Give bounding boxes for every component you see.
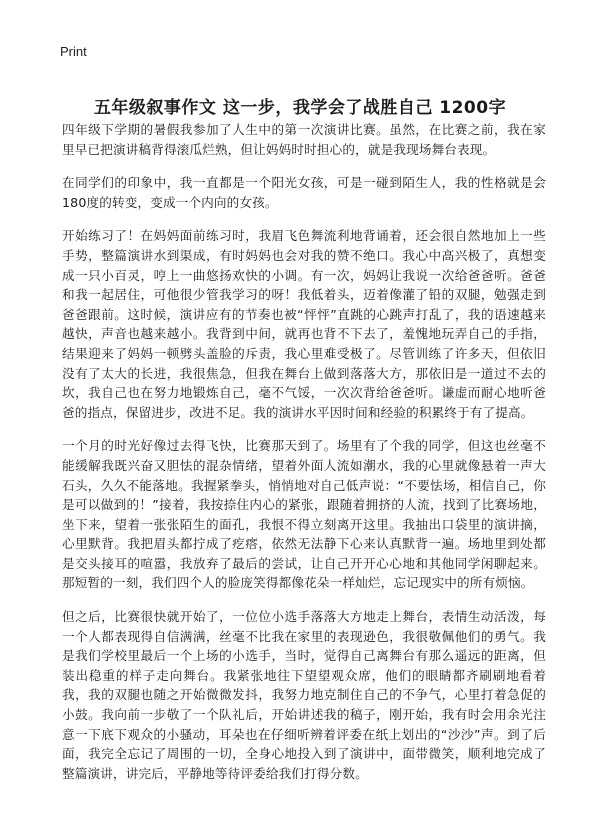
- paragraph-1: 四年级下学期的暑假我参加了人生中的第一次演讲比赛。虽然，在比赛之前，我在家里早已把演讲稿背得滚瓜烂熟，但让妈妈时时担心的，就是我现场舞台表现。: [62, 122, 546, 157]
- paragraph-5: 但之后，比赛很快就开始了，一位位小选手落落大方地走上舞台，表情生动活泼，每一个人都表现得自信满满，丝毫不比我在家里的表现逊色，我很敬佩他们的勇气。我是我们学校里最后一个上场的小选手，当时，觉得自己离舞台有那么遥远的距离，但装出稳重的样子走向舞台。我紧张地往下望望观众席，他们的眼睛都齐刷刷地看着我，我的双腿也随之开始微微发抖，我努力地克制住自己的不争气，心里打着急促的小鼓。我向前一步敬了一个队礼后，开始讲述我的稿子，刚开始，我有时会用余光注意一下底下观众的小骚动，耳朵也在仔细听辨着评委在纸上划出的“沙沙”声。到了后面，我完全忘记了周围的一切，全身心地投入到了演讲中，面带微笑，顺利地完成了整篇演讲，讲完后，平静地等待评委给我们打得分数。: [62, 609, 546, 781]
- paragraph-3: 开始练习了！在妈妈面前练习时，我眉飞色舞流利地背诵着，还会很自然地加上一些手势，整篇演讲水到渠成，有时妈妈也会对我的赞不绝口。我心中高兴极了，真想变成一只小百灵，哼上一曲悠扬欢快的小调。有一次，妈妈让我说一次给爸爸听。爸爸和我一起居住，可他很少管我学习的呀！我低着头，迈着像灌了铅的双腿，勉强走到爸爸跟前。这时候，演讲应有的节奏也被“怦怦”直跳的心跳声打乱了，我的语速越来越快，声音也越来越小。我背到中间，就再也背不下去了，羞愧地玩弄自己的手指，结果迎来了妈妈一顿劈头盖脸的斥责，我心里难受极了。尽管训练了许多天，但依旧没有了太大的长进，我很焦急，但我在舞台上做到落落大方，那依旧是一道过不去的坎，我自己也在努力地锻炼自己，毫不气馁，一次次背给爸爸听。谦虚而耐心地听爸爸的指点，保留进步，改进不足。我的演讲水平因时间和经验的积累终于有了提高。: [62, 228, 546, 420]
- article-title: 五年级叙事作文 这一步，我学会了战胜自己 1200字: [93, 98, 507, 119]
- print-link[interactable]: Print: [60, 44, 87, 59]
- article-body: [62, 120, 546, 797]
- paragraph-4: 一个月的时光好像过去得飞快，比赛那天到了。场里有了个我的同学，但这也丝毫不能缓解我既兴奋又胆怯的混杂情绪，望着外面人流如潮水，我的心里就像悬着一声大石头，久久不能落地。我握紧拳头，悄悄地对自己低声说：“不要怯场，相信自己，你是可以做到的！”接着，我按捺住内心的紧张，跟随着拥挤的人流，找到了比赛场地，坐下来，望着一张张陌生的面孔，我恨不得立刻离开这里。我抽出口袋里的演讲摘，心里默背。我把眉头都拧成了疙瘩，依然无法静下心来认真默背一遍。场地里到处都是交头接耳的喧嚣，我放弃了最后的尝试，让自己开开心心地和其他同学闲聊起来。那短暂的一刻，我们四个人的脸庞笑得都像花朵一样灿烂，忘记现实中的所有烦恼。: [62, 438, 546, 591]
- paragraph-2: 在同学们的印象中，我一直都是一个阳光女孩，可是一碰到陌生人，我的性格就是会180度的转变，变成一个内向的女孩。: [62, 175, 546, 210]
